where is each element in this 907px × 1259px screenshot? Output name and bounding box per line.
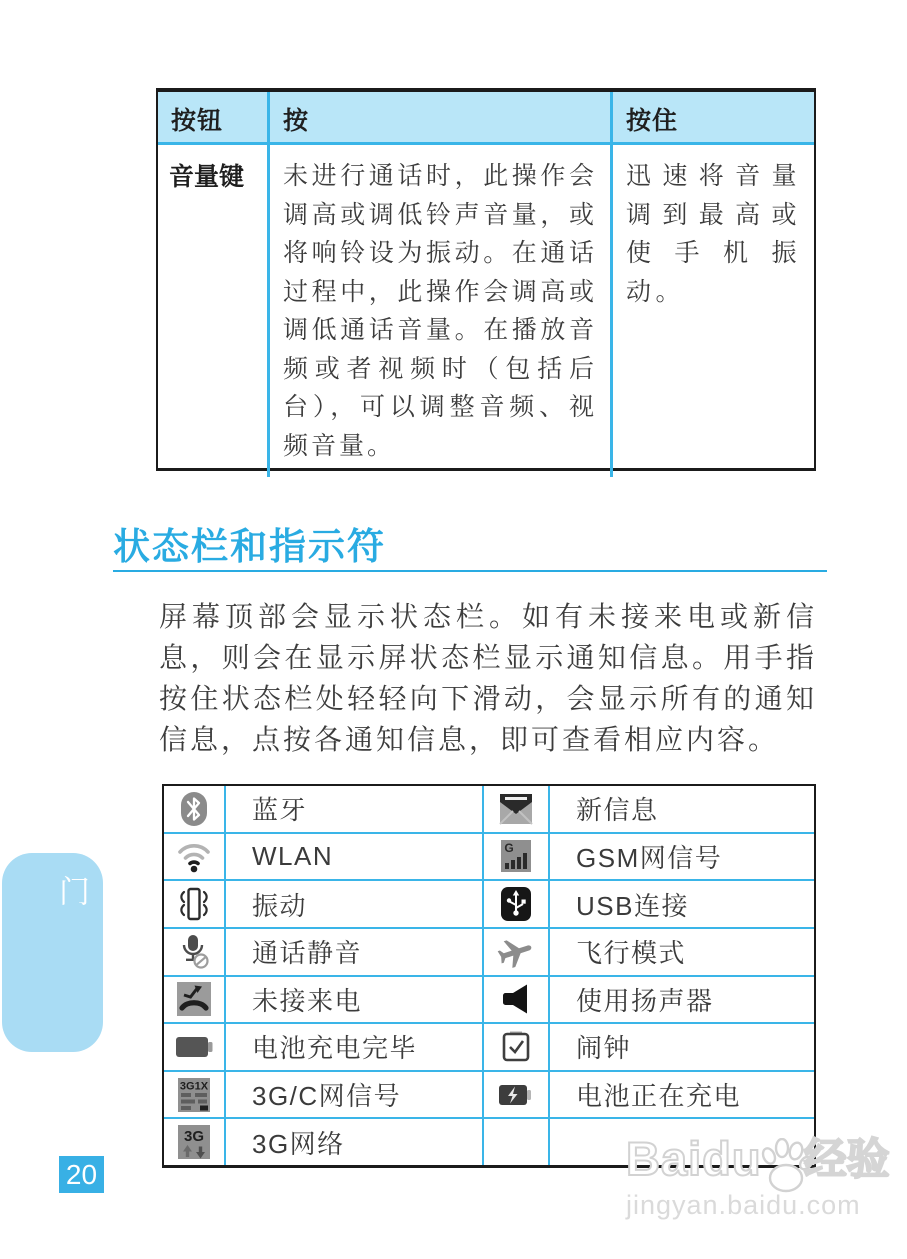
page-number-badge: 20 [59,1156,104,1193]
svg-text:G: G [504,841,514,856]
cell-hold-description: 迅速将音量调到最高或使手机振动。 [626,162,801,306]
indicator-row [164,1072,814,1120]
indicator-label: 3G网络 [226,1119,484,1165]
indicator-row [164,977,814,1025]
indicator-row [164,786,814,834]
indicator-label: USB连接 [576,890,689,921]
bluetooth-icon [178,791,210,827]
vibrate-icon [174,886,214,922]
indicator-label: 通话静音 [226,929,484,975]
indicator-row [164,929,814,977]
indicator-label: 新信息 [576,795,659,826]
watermark-url: jingyan.baidu.com [626,1190,861,1220]
indicator-row [164,881,814,929]
battery-charging-icon [497,1081,535,1109]
indicator-label: GSM网信号 [576,842,723,873]
button-table-header-row [158,92,814,145]
indicator-label: 3G/C网信号 [226,1072,484,1118]
svg-text:3G1X: 3G1X [179,1080,209,1093]
alarm-icon [499,1029,533,1065]
indicator-row [164,1024,814,1072]
indicator-label: 振动 [226,881,484,927]
section-paragraph: 屏幕顶部会显示状态栏。如有未接来电或新信息，则会在显示屏状态栏显示通知信息。用手指按住状态栏处轻轻向下滑动，会显示所有的通知信息，点按各通知信息，即可查看相应内容。 [159,601,817,755]
baidu-watermark [626,1122,896,1221]
cell-press-description: 未进行通话时，此操作会调高或调低铃声音量，或将响铃设为振动。在通话过程中，此操作会调高或调低通话音量。在播放音频或者视频时（包括后台），可以调整音频、视频音量。 [270,145,613,477]
network-3g-icon [176,1123,212,1161]
indicator-label: 电池正在充电 [576,1081,742,1112]
header-press: 按 [270,92,613,142]
missed-call-icon [176,981,212,1017]
chapter-side-tab [2,853,134,1052]
new-message-icon [498,792,534,826]
indicator-label: 蓝牙 [226,786,484,832]
status-indicator-table [162,784,816,1168]
watermark-suffix-text: 经验 [803,1136,890,1184]
indicator-label: 闹钟 [576,1033,632,1064]
wlan-icon [173,838,215,874]
section-heading-rule [113,570,827,572]
indicator-label: 使用扬声器 [576,985,714,1016]
cell-button-name: 音量键 [158,145,270,477]
watermark-brand-text: Baidu [626,1132,762,1185]
call-mute-icon [175,932,213,972]
battery-full-icon [173,1032,215,1062]
chapter-side-tab-label: 快速入门 [54,875,134,1013]
usb-icon [499,885,533,923]
button-actions-table [156,88,816,471]
signal-3g1x-icon [176,1076,212,1114]
indicator-row [164,834,814,882]
indicator-label: 未接来电 [226,977,484,1023]
indicator-label: 电池充电完毕 [226,1024,484,1070]
empty-icon-cell [484,1119,550,1165]
svg-text:3G: 3G [183,1128,205,1146]
gsm-signal-icon [499,838,533,874]
header-button: 按钮 [158,92,270,142]
indicator-label: WLAN [226,834,484,880]
button-table-row [158,145,814,477]
airplane-mode-icon [497,933,535,971]
header-press-hold: 按住 [626,107,679,135]
indicator-label: 飞行模式 [576,938,687,969]
section-heading: 状态栏和指示符 [113,526,386,567]
speaker-icon [499,981,533,1017]
